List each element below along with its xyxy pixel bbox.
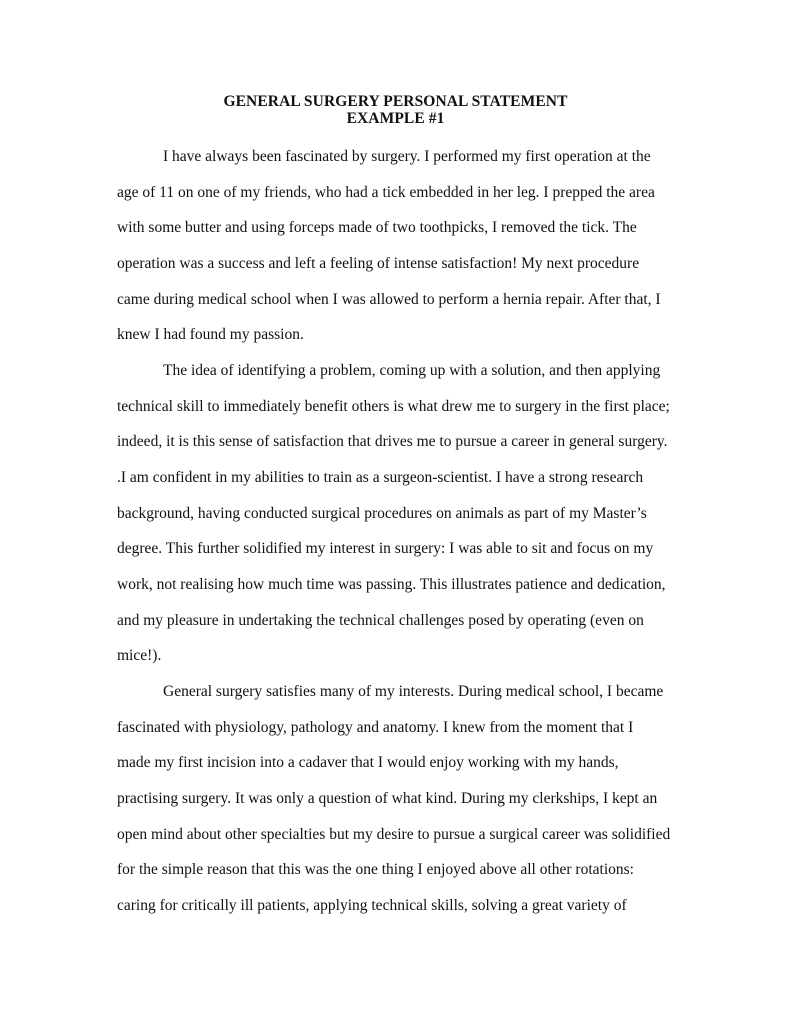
- paragraph-3-line: open mind about other specialties but my desire to pursue a surgical career was solidified: [117, 826, 671, 843]
- paragraph-3-line: General surgery satisfies many of my interests. During medical school, I became: [163, 683, 664, 700]
- paragraph-2-line: mice!).: [117, 647, 162, 664]
- paragraph-2-line: background, having conducted surgical procedures on animals as part of my Master’s: [117, 505, 647, 522]
- paragraph-3-line: for the simple reason that this was the one thing I enjoyed above all other rotations:: [117, 861, 634, 878]
- document-subtitle: EXAMPLE #1: [346, 110, 445, 127]
- paragraph-3-line: practising surgery. It was only a question of what kind. During my clerkships, I kept an: [117, 790, 658, 807]
- paragraph-3-line: fascinated with physiology, pathology and anatomy. I knew from the moment that I: [117, 719, 634, 736]
- document-title: GENERAL SURGERY PERSONAL STATEMENT: [223, 93, 568, 110]
- paragraph-2-line: degree. This further solidified my interest in surgery: I was able to sit and focus on my: [117, 540, 654, 557]
- paragraph-1-line: age of 11 on one of my friends, who had a tick embedded in her leg. I prepped the area: [117, 184, 655, 201]
- paragraph-2-line: indeed, it is this sense of satisfaction that drives me to pursue a career in general surgery.: [117, 433, 668, 450]
- paragraph-2-line: The idea of identifying a problem, coming up with a solution, and then applying: [163, 362, 661, 379]
- paragraph-2-line: .I am confident in my abilities to train as a surgeon-scientist. I have a strong research: [117, 469, 644, 486]
- paragraph-2-line: and my pleasure in undertaking the technical challenges posed by operating (even on: [117, 612, 644, 629]
- paragraph-1-line: came during medical school when I was allowed to perform a hernia repair. After that, I: [117, 291, 661, 308]
- paragraph-2-line: work, not realising how much time was passing. This illustrates patience and dedication,: [117, 576, 666, 593]
- paragraph-1-line: I have always been fascinated by surgery. I performed my first operation at the: [163, 148, 651, 165]
- paragraph-3-line: made my first incision into a cadaver that I would enjoy working with my hands,: [117, 754, 619, 771]
- paragraph-1-line: knew I had found my passion.: [117, 326, 304, 343]
- paragraph-2-line: technical skill to immediately benefit others is what drew me to surgery in the first place;: [117, 398, 670, 415]
- paragraph-1-line: operation was a success and left a feeling of intense satisfaction! My next procedure: [117, 255, 640, 272]
- paragraph-3-line: caring for critically ill patients, applying technical skills, solving a great variety of: [117, 897, 627, 914]
- paragraph-1-line: with some butter and using forceps made of two toothpicks, I removed the tick. The: [117, 219, 637, 236]
